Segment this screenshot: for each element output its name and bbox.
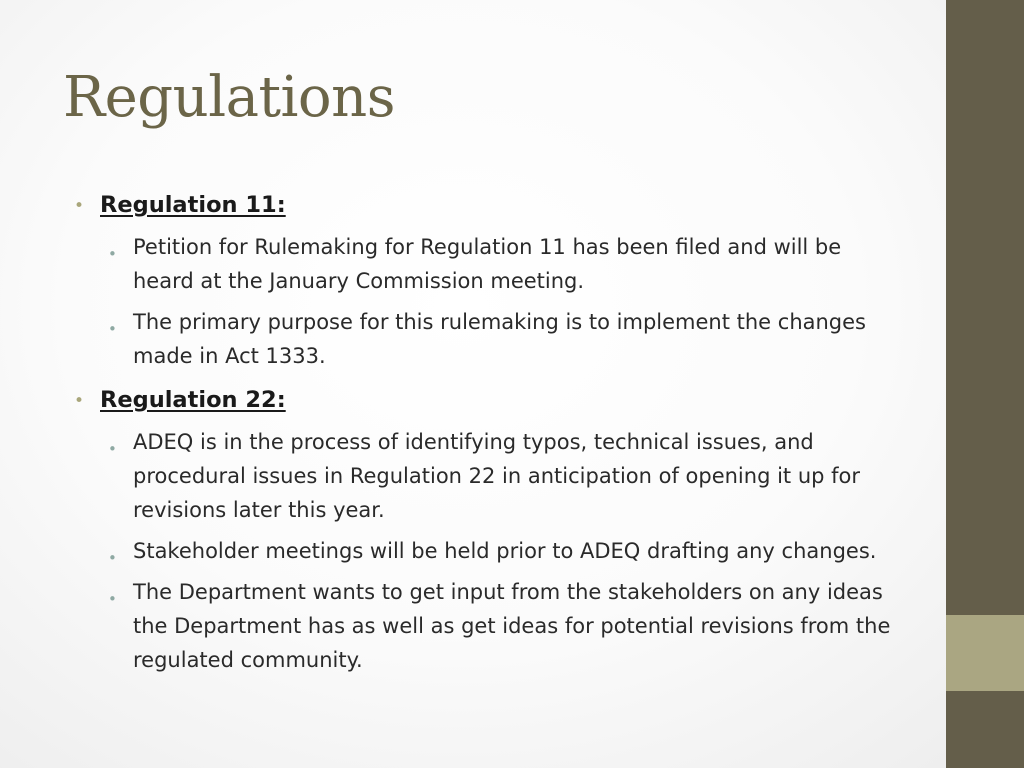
bullet-list <box>74 188 904 677</box>
sub-bullet-text: Stakeholder meetings will be held prior to ADEQ drafting any changes. <box>133 539 877 563</box>
bullet-dot-icon: • <box>108 440 117 458</box>
slide-title: Regulations <box>63 65 395 130</box>
sub-bullet-list <box>100 425 904 677</box>
bullet-dot-icon: • <box>108 590 117 608</box>
sub-bullet-item <box>100 425 904 527</box>
section-heading: Regulation 11: <box>100 192 286 218</box>
sub-bullet-item <box>100 534 904 568</box>
sub-bullet-text: ADEQ is in the process of identifying typos, technical issues, and procedural issues in Regulation 22 in anticipation of opening it up for revisions later this year. <box>133 430 861 522</box>
section-regulation-11 <box>74 188 904 373</box>
sub-bullet-item <box>100 575 904 677</box>
bullet-dot-icon: • <box>108 549 117 567</box>
bullet-dot-icon: • <box>108 320 117 338</box>
sub-bullet-list <box>100 230 904 373</box>
sub-bullet-text: Petition for Rulemaking for Regulation 11 has been filed and will be heard at the January Commission meeting. <box>133 235 842 293</box>
sub-bullet-text: The primary purpose for this rulemaking is to implement the changes made in Act 1333. <box>133 310 867 368</box>
bullet-dot-icon: • <box>74 391 85 411</box>
bullet-dot-icon: • <box>74 196 85 216</box>
sub-bullet-text: The Department wants to get input from the stakeholders on any ideas the Department has as well as get ideas for potential revisions from the regulated community. <box>133 580 891 672</box>
bullet-dot-icon: • <box>108 245 117 263</box>
section-heading: Regulation 22: <box>100 387 286 413</box>
decorative-sidebar <box>946 0 1024 768</box>
section-regulation-22 <box>74 383 904 677</box>
sub-bullet-item <box>100 230 904 298</box>
sub-bullet-item <box>100 305 904 373</box>
sidebar-accent-block <box>946 615 1024 691</box>
